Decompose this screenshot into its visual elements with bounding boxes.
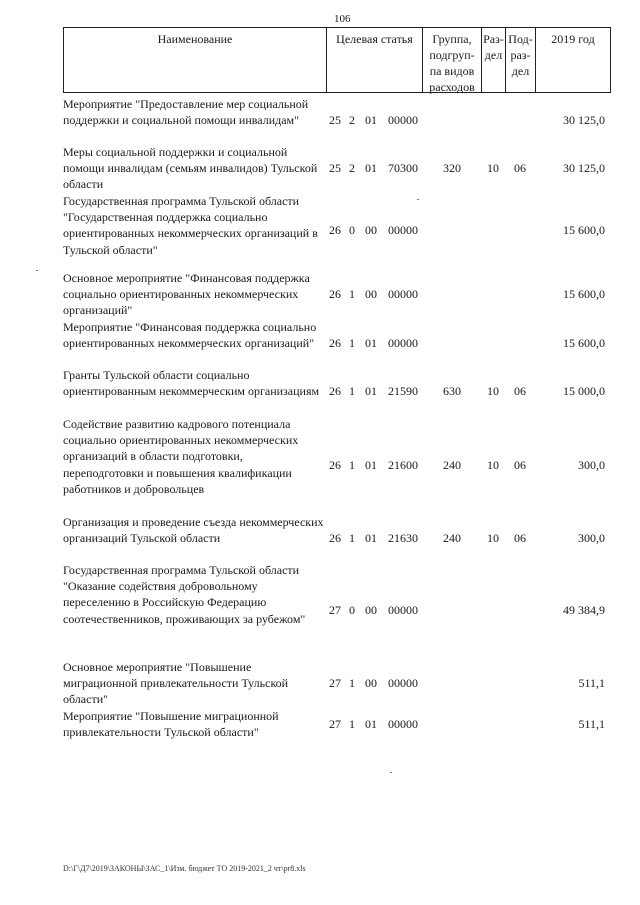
row-name: Государственная программа Тульской области "Государственная поддержка социально ориентированных некоммерческих организаций в Тульской области" — [63, 194, 318, 257]
row-name: Основное мероприятие "Финансовая поддержка социально ориентированных некоммерческих организаций" — [63, 271, 310, 318]
row-name: Мероприятие "Финансовая поддержка социально ориентированных некоммерческих организаций" — [63, 320, 317, 351]
amount: 30 125,0 — [563, 161, 605, 175]
code-part-3: 01 — [365, 336, 377, 350]
code-part-2: 1 — [349, 676, 355, 690]
code-part-1: 25 — [329, 161, 341, 175]
header-razdel: Раз- дел — [481, 27, 505, 93]
podrazdel: 06 — [514, 161, 526, 175]
amount: 30 125,0 — [563, 113, 605, 127]
code-part-3: 01 — [365, 161, 377, 175]
scan-speck — [417, 199, 419, 200]
code-part-3: 01 — [365, 384, 377, 398]
code-part-3: 00 — [365, 676, 377, 690]
code-part-2: 1 — [349, 717, 355, 731]
podrazdel: 06 — [514, 384, 526, 398]
header-name: Наименование — [63, 27, 326, 93]
code-part-3: 01 — [365, 113, 377, 127]
row-name: Государственная программа Тульской области "Оказание содействия добровольному переселению в Российскую Федерацию соотечественников, проживающих за рубежом" — [63, 563, 306, 626]
scan-speck — [390, 772, 392, 773]
code-part-3: 01 — [365, 531, 377, 545]
code-part-1: 26 — [329, 336, 341, 350]
code-part-2: 0 — [349, 603, 355, 617]
code-part-4: 00000 — [388, 676, 418, 690]
code-part-1: 26 — [329, 287, 341, 301]
row-name: Гранты Тульской области социально ориентированным некоммерческим организациям — [63, 368, 320, 399]
code-part-2: 1 — [349, 287, 355, 301]
page-number: 106 — [334, 13, 351, 25]
code-part-1: 26 — [329, 384, 341, 398]
code-part-1: 27 — [329, 717, 341, 731]
code-part-3: 00 — [365, 603, 377, 617]
code-part-3: 01 — [365, 458, 377, 472]
code-part-2: 1 — [349, 531, 355, 545]
header-year: 2019 год — [535, 27, 611, 93]
code-part-2: 1 — [349, 336, 355, 350]
row-name: Содействие развитию кадрового потенциала социально ориентированных некоммерческих организаций в области подготовки, переподготовки и повышения квалификации работников и добровольцев — [63, 417, 299, 496]
row-name: Мероприятие "Предоставление мер социальной поддержки и социальной помощи инвалидам" — [63, 97, 309, 128]
code-part-2: 1 — [349, 384, 355, 398]
code-part-4: 00000 — [388, 113, 418, 127]
code-part-3: 00 — [365, 223, 377, 237]
header-podrazdel: Под- раз- дел — [505, 27, 535, 93]
code-part-1: 25 — [329, 113, 341, 127]
code-part-4: 21590 — [388, 384, 418, 398]
code-part-1: 26 — [329, 458, 341, 472]
code-part-4: 21600 — [388, 458, 418, 472]
code-part-1: 27 — [329, 676, 341, 690]
code-part-1: 26 — [329, 223, 341, 237]
code-part-4: 21630 — [388, 531, 418, 545]
code-part-4: 00000 — [388, 336, 418, 350]
razdel: 10 — [487, 161, 499, 175]
scan-speck — [36, 270, 38, 271]
code-part-2: 2 — [349, 161, 355, 175]
code-part-3: 00 — [365, 287, 377, 301]
row-name: Основное мероприятие "Повышение миграционной привлекательности Тульской области" — [63, 660, 289, 707]
amount: 15 000,0 — [563, 384, 605, 398]
code-part-4: 70300 — [388, 161, 418, 175]
podrazdel: 06 — [514, 531, 526, 545]
row-name: Организация и проведение съезда некоммерческих организаций Тульской области — [63, 515, 324, 546]
header-group: Группа, подгруп- па видов расходов — [422, 27, 481, 93]
code-part-2: 1 — [349, 458, 355, 472]
code-part-4: 00000 — [388, 603, 418, 617]
file-path-footer: D:\Г\Д7\2019\ЗАКОНЫ\ЗАС_1\Изм. бюджет ТО 2019-2021_2 чт\pr8.xls — [63, 864, 306, 873]
code-part-1: 26 — [329, 531, 341, 545]
amount: 15 600,0 — [563, 336, 605, 350]
code-part-1: 27 — [329, 603, 341, 617]
row-name: Мероприятие "Повышение миграционной привлекательности Тульской области" — [63, 709, 279, 740]
amount: 511,1 — [578, 676, 605, 690]
razdel: 10 — [487, 458, 499, 472]
razdel: 10 — [487, 531, 499, 545]
amount: 15 600,0 — [563, 287, 605, 301]
code-part-4: 00000 — [388, 223, 418, 237]
amount: 15 600,0 — [563, 223, 605, 237]
code-part-2: 0 — [349, 223, 355, 237]
razdel: 10 — [487, 384, 499, 398]
amount: 49 384,9 — [563, 603, 605, 617]
expense-group: 320 — [443, 161, 461, 175]
expense-group: 240 — [443, 531, 461, 545]
code-part-2: 2 — [349, 113, 355, 127]
code-part-4: 00000 — [388, 717, 418, 731]
amount: 300,0 — [578, 531, 605, 545]
podrazdel: 06 — [514, 458, 526, 472]
header-target: Целевая статья — [326, 27, 422, 93]
code-part-3: 01 — [365, 717, 377, 731]
expense-group: 240 — [443, 458, 461, 472]
amount: 511,1 — [578, 717, 605, 731]
expense-group: 630 — [443, 384, 461, 398]
row-name: Меры социальной поддержки и социальной помощи инвалидам (семьям инвалидов) Тульской области — [63, 145, 318, 192]
amount: 300,0 — [578, 458, 605, 472]
code-part-4: 00000 — [388, 287, 418, 301]
